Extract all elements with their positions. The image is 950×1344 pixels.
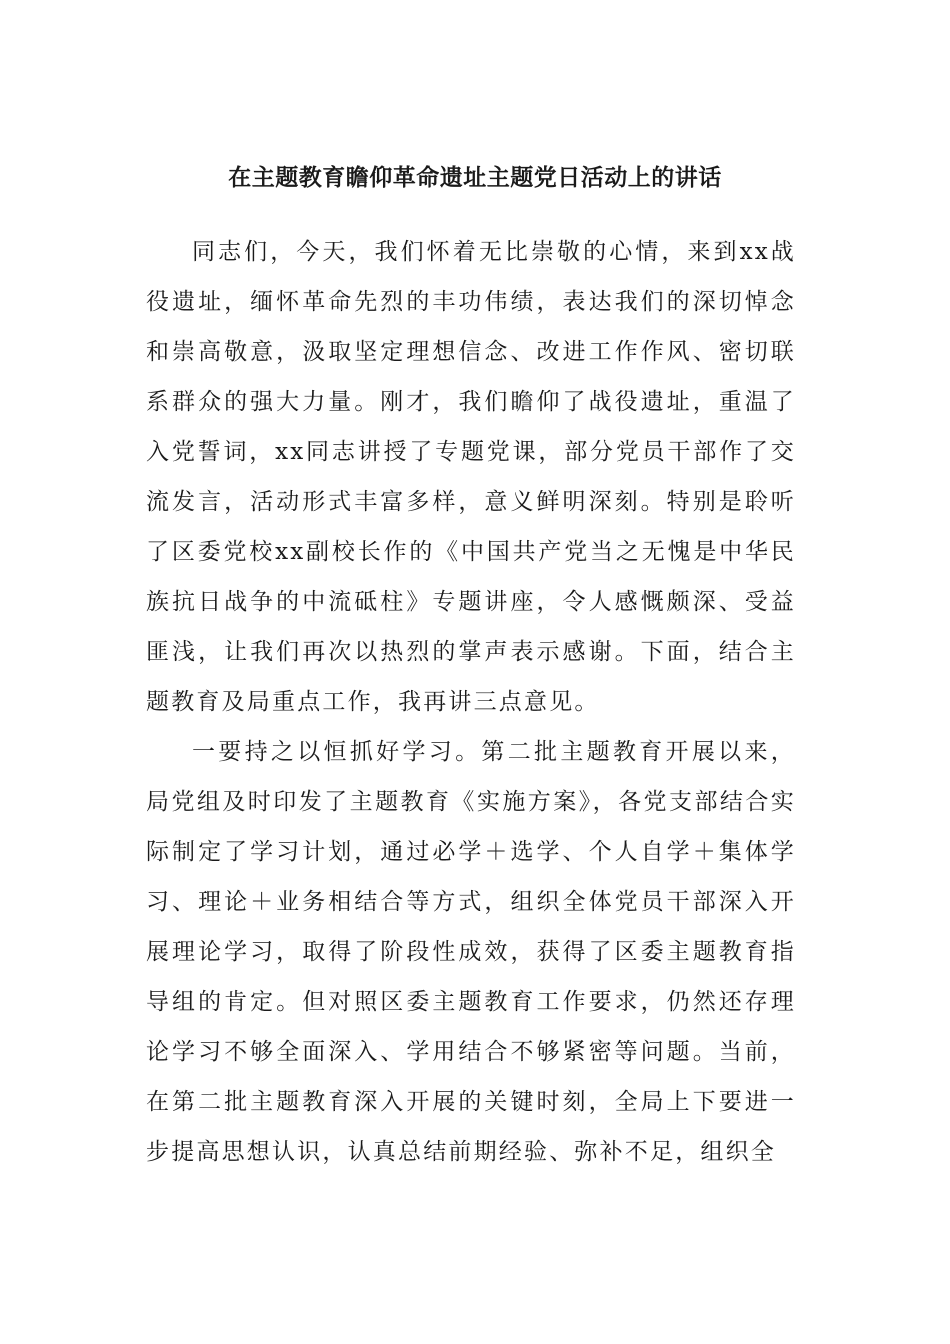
paragraph-point-one: 一要持之以恒抓好学习。第二批主题教育开展以来，局党组及时印发了主题教育《实施方案》，各党支部结合实际制定了学习计划，通过必学＋选学、个人自学＋集体学习、理论＋业务相结合等方式，组织全体党员干部深入开展理论学习，取得了阶段性成效，获得了区委主题教育指导组的肯定。但对照区委主题教育工作要求，仍然还存理论学习不够全面深入、学用结合不够紧密等问题。当前，在第二批主题教育深入开展的关键时刻，全局上下要进一步提高思想认识，认真总结前期经验、弥补不足，组织全: [146, 739, 796, 1165]
document-body: [146, 227, 796, 1177]
paragraph-opening: 同志们，今天，我们怀着无比崇敬的心情，来到xx战役遗址，缅怀革命先烈的丰功伟绩，表达我们的深切悼念和崇高敬意，汲取坚定理想信念、改进工作作风、密切联系群众的强大力量。刚才，我们瞻仰了战役遗址，重温了入党誓词，xx同志讲授了专题党课，部分党员干部作了交流发言，活动形式丰富多样，意义鲜明深刻。特别是聆听了区委党校xx副校长作的《中国共产党当之无愧是中华民族抗日战争的中流砥柱》专题讲座，令人感慨颇深、受益匪浅，让我们再次以热烈的掌声表示感谢。下面，结合主题教育及局重点工作，我再讲三点意见。: [146, 239, 796, 715]
document-title: 在主题教育瞻仰革命遗址主题党日活动上的讲话: [228, 164, 722, 191]
